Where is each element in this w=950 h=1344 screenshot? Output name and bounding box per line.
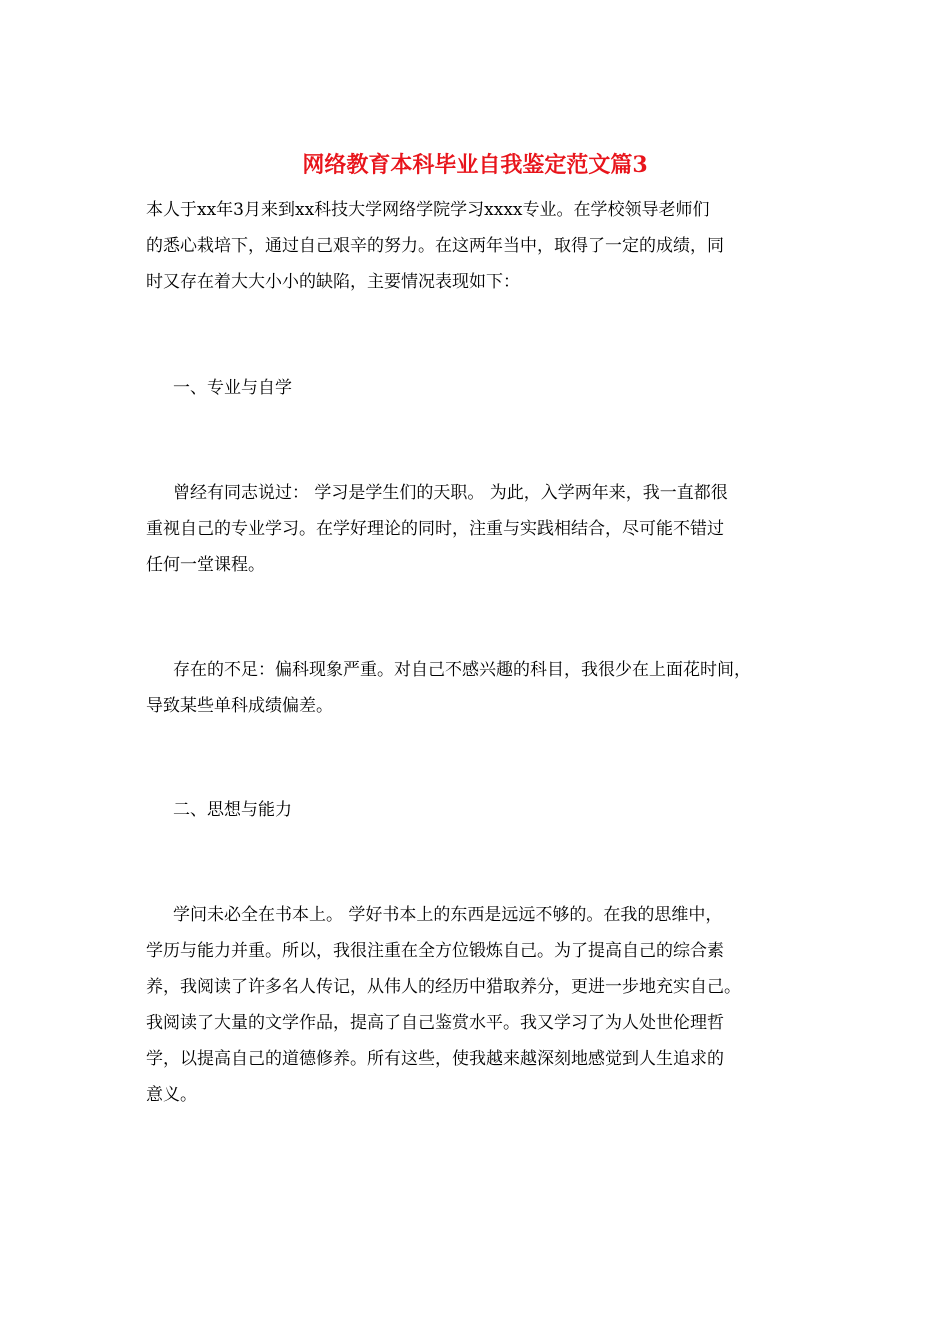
intro-line-3: 时又存在着大大小小的缺陷，主要情况表现如下： xyxy=(146,272,520,292)
s1p1-line-3: 任何一堂课程。 xyxy=(146,555,265,575)
s1p2-line-1: 存在的不足：偏科现象严重。对自己不感兴趣的科目，我很少在上面花时间， xyxy=(173,660,751,680)
s2p1-line-4: 我阅读了大量的文学作品，提高了自己鉴赏水平。我又学习了为人处世伦理哲 xyxy=(146,1013,724,1033)
section2-heading: 二、思想与能力 xyxy=(173,800,292,820)
section1-heading: 一、专业与自学 xyxy=(173,378,292,398)
s2p1-line-3: 养，我阅读了许多名人传记，从伟人的经历中猎取养分，更进一步地充实自己。 xyxy=(146,977,741,997)
s1p1-line-1: 曾经有同志说过： 学习是学生们的天职。 为此，入学两年来，我一直都很 xyxy=(173,483,728,503)
intro-line-1: 本人于xx年3月来到xx科技大学网络学院学习xxxx专业。在学校领导老师们 xyxy=(146,200,710,220)
s2p1-line-1: 学问未必全在书本上。 学好书本上的东西是远远不够的。在我的思维中， xyxy=(173,905,723,925)
intro-line-2: 的悉心栽培下，通过自己艰辛的努力。在这两年当中，取得了一定的成绩，同 xyxy=(146,236,724,256)
section2-heading-block xyxy=(146,792,826,828)
s1p2-line-2: 导致某些单科成绩偏差。 xyxy=(146,696,333,716)
s1p1-line-2: 重视自己的专业学习。在学好理论的同时，注重与实践相结合，尽可能不错过 xyxy=(146,519,724,539)
s2p1-line-6: 意义。 xyxy=(146,1085,197,1105)
s2p1-line-2: 学历与能力并重。所以，我很注重在全方位锻炼自己。为了提高自己的综合素 xyxy=(146,941,724,961)
section1-paragraph-1 xyxy=(146,475,826,583)
section1-heading-block xyxy=(146,370,826,406)
document-title: 网络教育本科毕业自我鉴定范文篇3 xyxy=(302,152,648,178)
intro-paragraph xyxy=(146,192,826,300)
section1-paragraph-2 xyxy=(146,652,826,724)
s2p1-line-5: 学，以提高自己的道德修养。所有这些，使我越来越深刻地感觉到人生追求的 xyxy=(146,1049,724,1069)
section2-paragraph-1 xyxy=(146,897,826,1113)
